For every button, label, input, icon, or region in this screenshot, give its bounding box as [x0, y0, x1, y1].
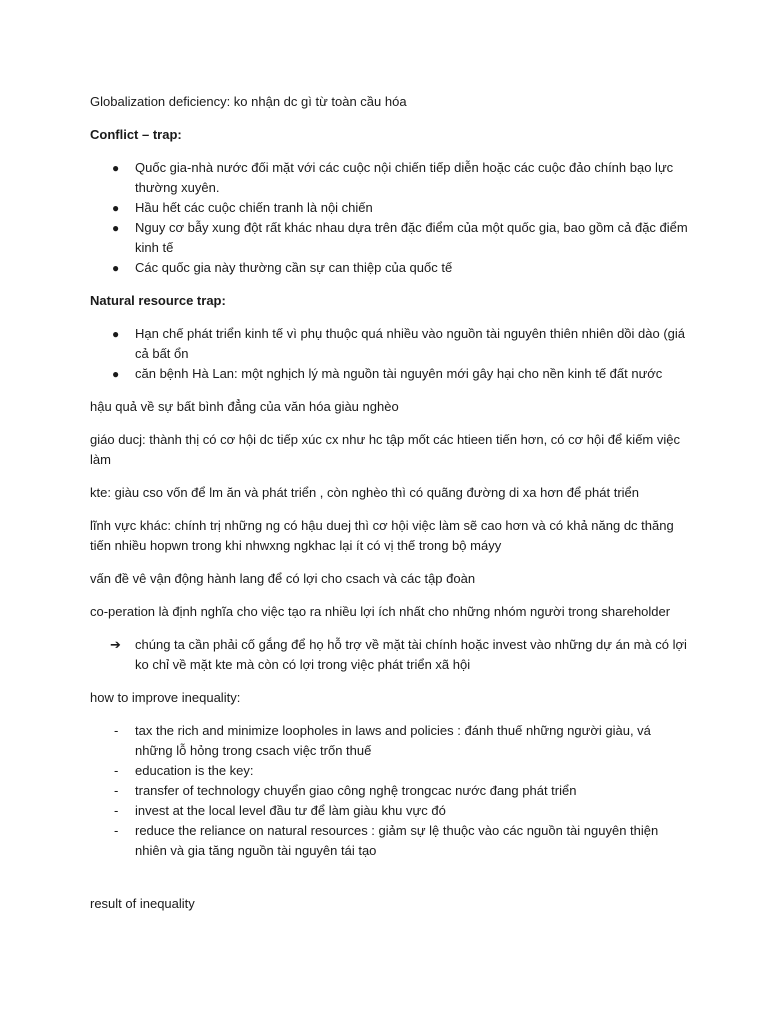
dash-icon: -: [114, 763, 119, 778]
list-item-text: reduce the reliance on natural resources : giảm sự lệ thuộc vào các nguồn tài nguyên thiện nhiên và gia tăng nguồn tài nguyên tái tạo: [135, 823, 659, 858]
paragraph-kte: kte: giàu cso vốn để lm ăn và phát triển , còn nghèo thì có quãng đường di xa hơn để phát triển: [90, 485, 639, 500]
bullet-icon: ●: [112, 327, 120, 341]
spacer: [90, 874, 690, 894]
bullet-icon: ●: [112, 161, 120, 175]
paragraph-result: result of inequality: [90, 896, 195, 911]
paragraph-hau-qua: hậu quả về sự bất bình đẳng của văn hóa giàu nghèo: [90, 399, 399, 414]
list-item-text: transfer of technology chuyển giao công nghệ trongcac nước đang phát triển: [135, 783, 577, 798]
list-item-text: Quốc gia-nhà nước đối mặt với các cuộc nội chiến tiếp diễn hoặc các cuộc đảo chính bạo lực thường xuyên.: [135, 160, 674, 195]
list-item: [90, 364, 690, 384]
list-item: [90, 198, 690, 218]
list-item: [90, 821, 690, 861]
dash-icon: -: [114, 803, 119, 818]
heading-conflict-trap: Conflict – trap:: [90, 127, 182, 142]
bullet-icon: ●: [112, 221, 120, 235]
improve-list: [90, 721, 690, 861]
paragraph-giao-duc: giáo ducj: thành thị có cơ hội dc tiếp xúc cx như hc tập mốt các htieen tiến hơn, có cơ hội để kiếm việc làm: [90, 432, 680, 467]
bullet-icon: ●: [112, 201, 120, 215]
conflict-list: [90, 158, 690, 278]
natural-resource-list: [90, 324, 690, 384]
bullet-icon: ●: [112, 261, 120, 275]
list-item-text: Hạn chế phát triển kinh tế vì phụ thuộc quá nhiều vào nguồn tài nguyên thiên nhiên dồi dào (giá cả bất ổn: [135, 326, 686, 361]
list-item-text: Các quốc gia này thường cần sự can thiệp của quốc tế: [135, 260, 453, 275]
paragraph-how-to-improve: how to improve inequality:: [90, 690, 241, 705]
list-item: [90, 801, 690, 821]
list-item-text: Hầu hết các cuộc chiến tranh là nội chiến: [135, 200, 373, 215]
paragraph-cooperation: co-peration là định nghĩa cho việc tạo ra nhiều lợi ích nhất cho những nhóm người trong shareholder: [90, 604, 671, 619]
dash-icon: -: [114, 723, 119, 738]
bullet-icon: ●: [112, 367, 120, 381]
list-item: [90, 218, 690, 258]
arrow-right-icon: ➔: [110, 637, 121, 652]
list-item-text: education is the key:: [135, 763, 254, 778]
heading-natural-resource-trap: Natural resource trap:: [90, 293, 226, 308]
paragraph-linh-vuc: lĩnh vực khác: chính trị những ng có hậu duej thì cơ hội việc làm sẽ cao hơn và có khả năng dc thăng tiến nhiều hopwn trong khi nhwxng ngkhac lại ít có vị thế trong bộ máyy: [90, 518, 674, 553]
list-item: [90, 781, 690, 801]
paragraph-globalization: Globalization deficiency: ko nhận dc gì từ toàn cầu hóa: [90, 94, 407, 109]
list-item-text: invest at the local level đầu tư để làm giàu khu vực đó: [135, 803, 446, 818]
list-item: [90, 761, 690, 781]
arrow-list: [90, 635, 690, 675]
list-item: [90, 635, 690, 675]
dash-icon: -: [114, 783, 119, 798]
list-item: [90, 258, 690, 278]
list-item: [90, 324, 690, 364]
list-item-text: tax the rich and minimize loopholes in laws and policies : đánh thuế những người giàu, vá những lỗ hỏng trong csach việc trốn thuế: [135, 723, 651, 758]
document-page: [90, 92, 690, 927]
paragraph-van-de: vấn đề vê vận động hành lang để có lợi cho csach và các tập đoàn: [90, 571, 476, 586]
dash-icon: -: [114, 823, 119, 838]
list-item: [90, 721, 690, 761]
list-item: [90, 158, 690, 198]
list-item-text: chúng ta cần phải cố gắng để họ hỗ trợ về mặt tài chính hoặc invest vào những dự án mà có lợi ko chỉ về mặt kte mà còn có lợi trong việc phát triển xã hội: [135, 637, 687, 672]
list-item-text: Nguy cơ bẫy xung đột rất khác nhau dựa trên đặc điểm của một quốc gia, bao gồm cả đặc điểm kinh tế: [135, 220, 688, 255]
list-item-text: căn bệnh Hà Lan: một nghịch lý mà nguồn tài nguyên mới gây hại cho nền kinh tế đất nước: [135, 366, 663, 381]
